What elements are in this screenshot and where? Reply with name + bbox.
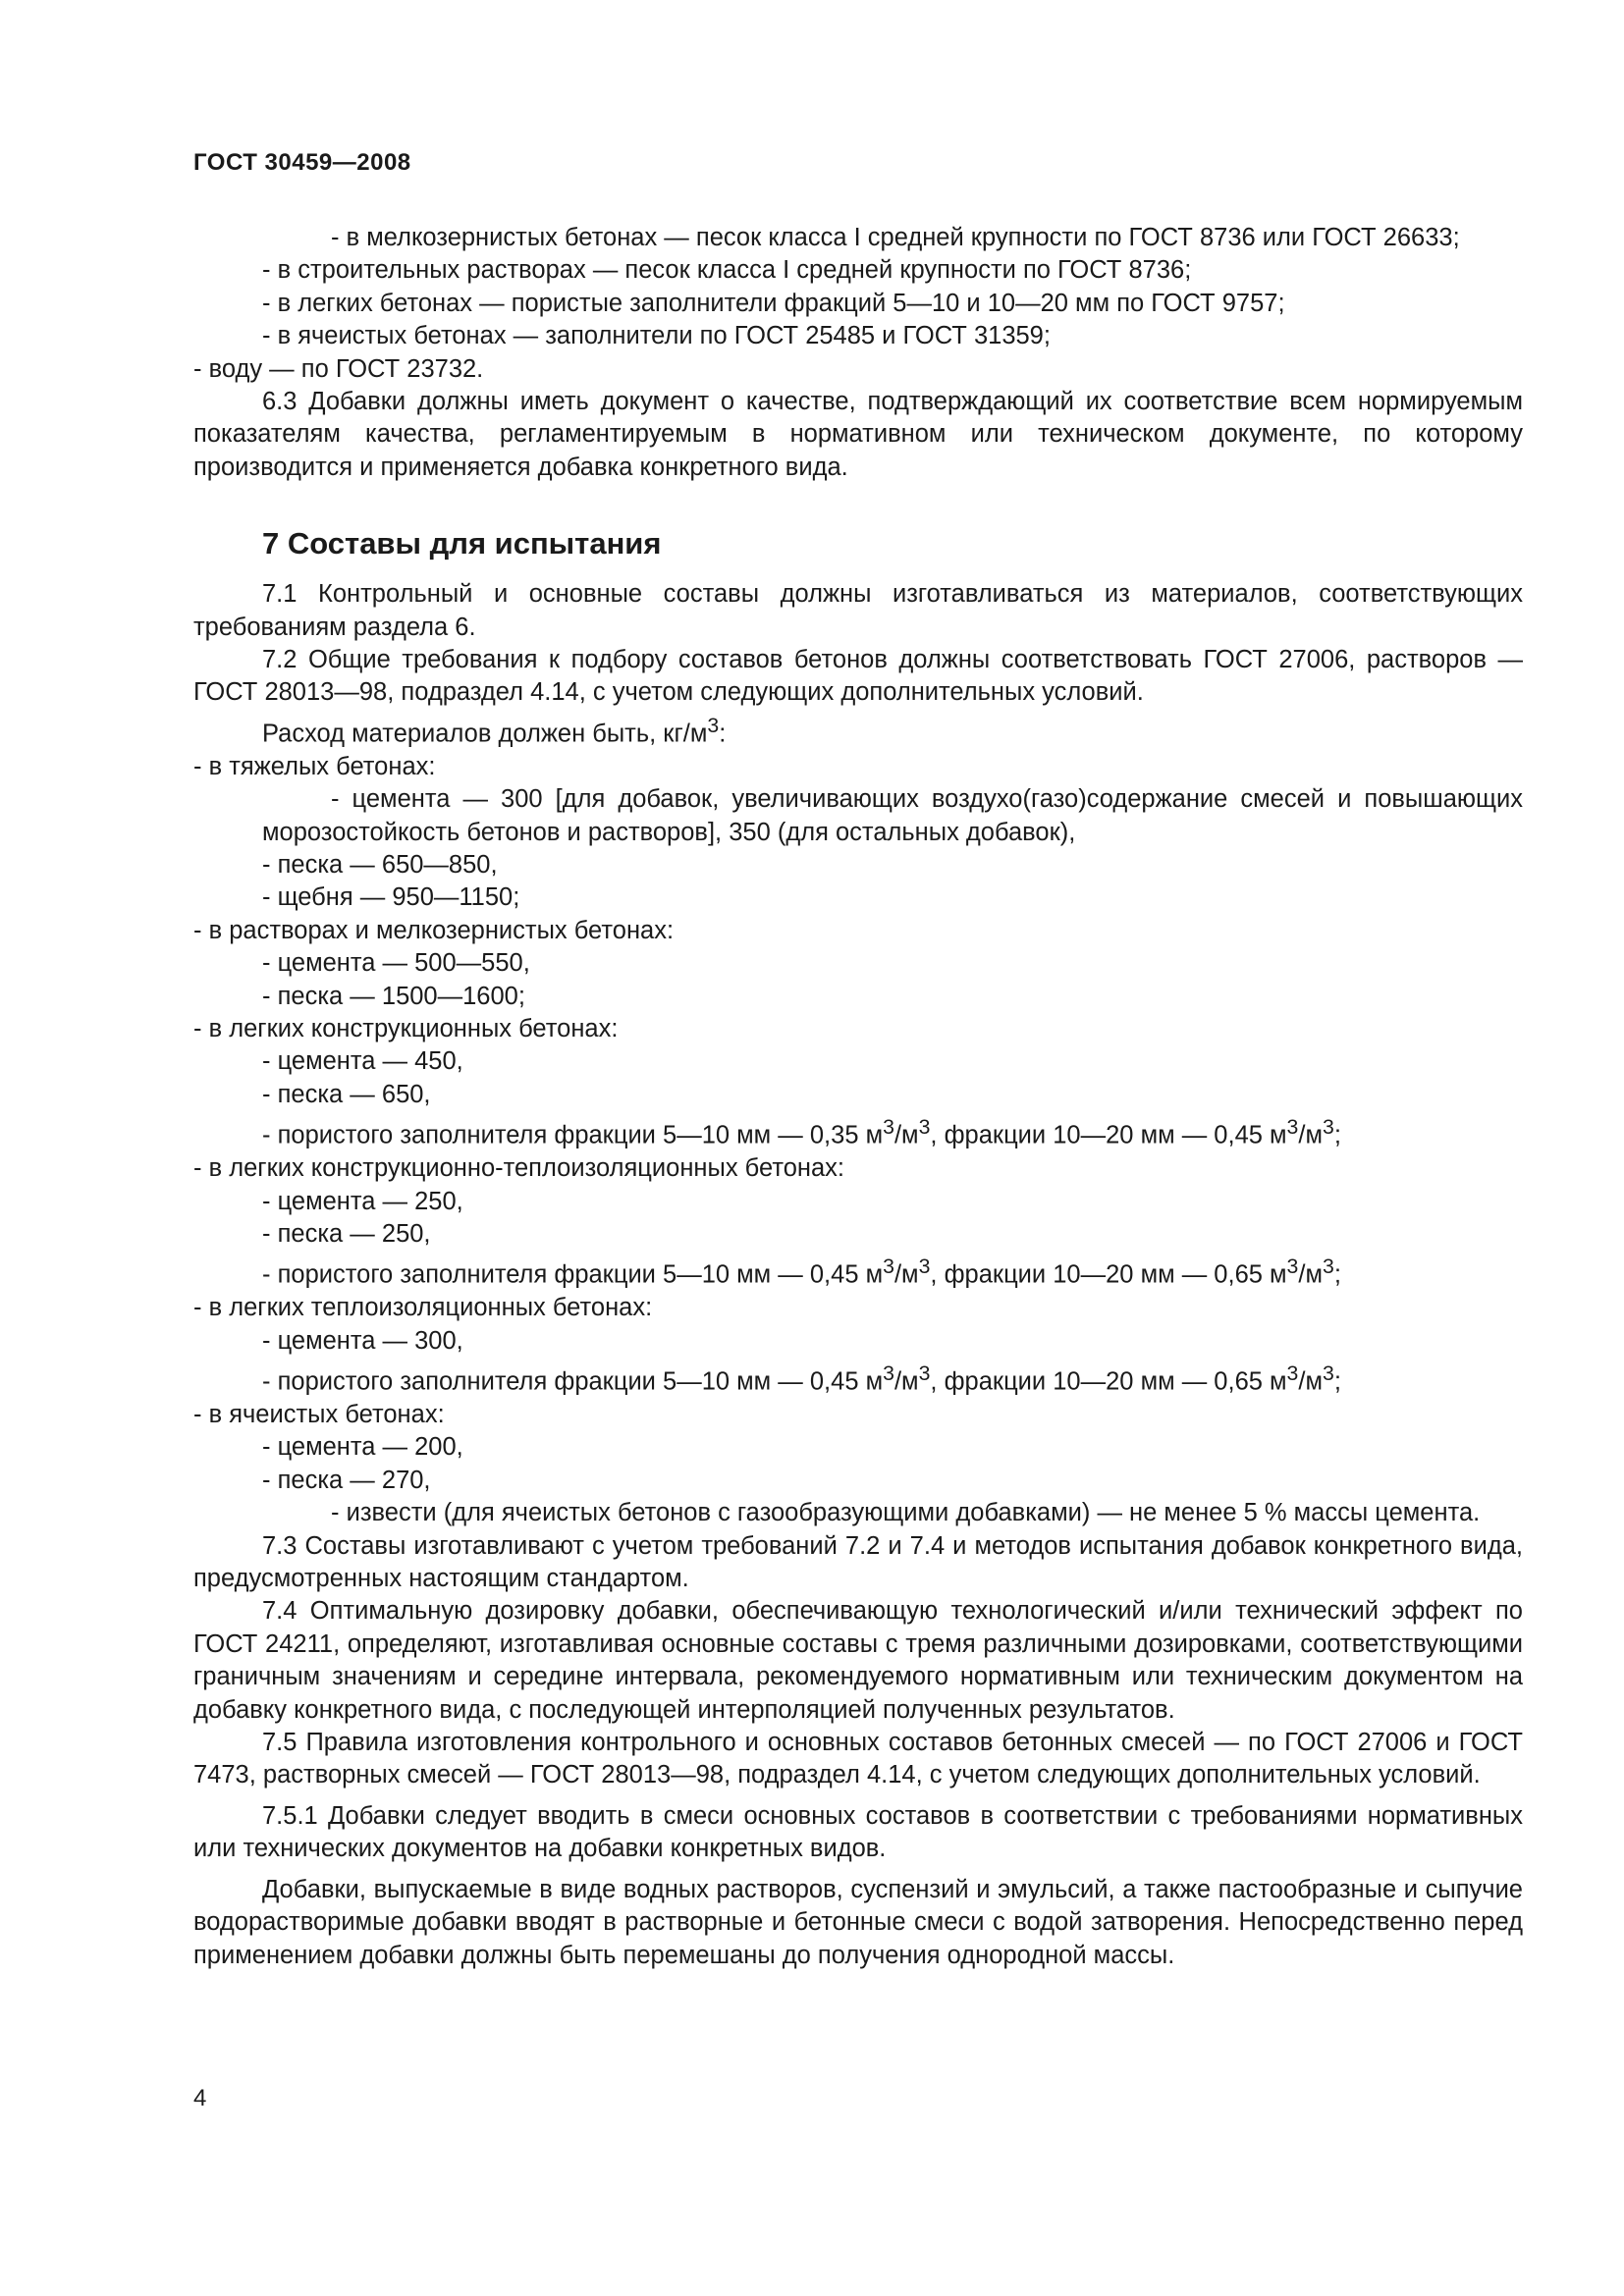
list-item: - цемента — 450,	[262, 1047, 463, 1076]
list-item: - в строительных растворах — песок класса I средней крупности по ГОСТ 8736;	[262, 256, 1192, 285]
list-item: - цемента — 300,	[262, 1326, 463, 1355]
list-item: - песка — 250,	[262, 1219, 431, 1248]
list-item: - цемента — 250,	[262, 1187, 463, 1215]
page-body	[193, 222, 1523, 1972]
list-item: - пористого заполнителя фракции 5—10 мм — 0,45 $м^3/м^3$, фракции 10—20 мм — 0,65 $м^3/м^3$;	[262, 1255, 1341, 1289]
list-item: - в ячеистых бетонах:	[193, 1401, 445, 1428]
list-item: - в легких конструкционно-теплоизоляционных бетонах:	[193, 1154, 844, 1183]
section-heading: 7 Составы для испытания	[262, 526, 662, 561]
page-number: 4	[193, 2085, 207, 2111]
list-item: - в мелкозернистых бетонах — песок класса I средней крупности по ГОСТ 8736 или ГОСТ 26633;	[331, 224, 1460, 251]
paragraph-7-1: 7.1 Контрольный и основные составы должны изготавливаться из материалов, соответствующих требованиям раздела 6.	[193, 580, 1523, 641]
paragraph-7-3: 7.3 Составы изготавливают с учетом требований 7.2 и 7.4 и методов испытания добавок конкретного вида, предусмотренных настоящим стандартом.	[193, 1531, 1523, 1593]
list-item: - в легких бетонах — пористые заполнители фракций 5—10 и 10—20 мм по ГОСТ 9757;	[262, 289, 1285, 317]
list-item: - песка — 270,	[262, 1466, 431, 1494]
list-item: - в легких теплоизоляционных бетонах:	[193, 1294, 653, 1322]
list-item: - щебня — 950—1150;	[262, 883, 520, 912]
paragraph-additives: Добавки, выпускаемые в виде водных растворов, суспензий и эмульсий, а также пастообразные и сыпучие водорастворимые добавки вводят в растворные и бетонные смеси с водой затворения. Непосредственно перед применением добавки должны быть перемешаны до получения однородной массы.	[193, 1875, 1523, 1969]
paragraph-7-5: 7.5 Правила изготовления контрольного и основных составов бетонных смесей — по ГОСТ 27006 и ГОСТ 7473, растворных смесей — ГОСТ 28013—98, подраздел 4.14, с учетом следующих дополнительных условий.	[193, 1729, 1523, 1789]
list-item: - в легких конструкционных бетонах:	[193, 1015, 619, 1043]
list-item: - песка — 650,	[262, 1080, 431, 1108]
list-item: - в ячеистых бетонах — заполнители по ГОСТ 25485 и ГОСТ 31359;	[262, 322, 1051, 350]
consumption-intro: Расход материалов должен быть, $кг/м^3$:	[262, 713, 727, 748]
paragraph-7-2: 7.2 Общие требования к подбору составов бетонов должны соответствовать ГОСТ 27006, растворов — ГОСТ 28013—98, подраздел 4.14, с учетом следующих дополнительных условий.	[193, 646, 1523, 707]
list-item: - пористого заполнителя фракции 5—10 мм — 0,45 $м^3/м^3$, фракции 10—20 мм — 0,65 $м^3/м^3$;	[262, 1362, 1341, 1396]
list-item: - пористого заполнителя фракции 5—10 мм — 0,35 $м^3/м^3$, фракции 10—20 мм — 0,45 $м^3/м^3$;	[262, 1115, 1341, 1149]
list-item: - извести (для ячеистых бетонов с газообразующими добавками) — не менее 5 % массы цемента.	[331, 1499, 1481, 1527]
list-item: - в тяжелых бетонах:	[193, 752, 436, 780]
list-item: - цемента — 200,	[262, 1433, 463, 1462]
list-item: - воду — по ГОСТ 23732.	[193, 354, 484, 383]
list-item: - песка — 1500—1600;	[262, 982, 525, 1010]
list-item: - цемента — 300 [для добавок, увеличивающих воздухо(газо)содержание смесей и повышающих морозостойкость бетонов и растворов], 350 (для остальных добавок),	[262, 785, 1523, 846]
list-item: - цемента — 500—550,	[262, 949, 530, 978]
paragraph-6-3: 6.3 Добавки должны иметь документ о качестве, подтверждающий их соответствие всем нормируемым показателям качества, регламентируемым в нормативном или техническом документе, по которому производится и применяется добавка конкретного вида.	[193, 388, 1523, 481]
list-item: - песка — 650—850,	[262, 851, 498, 879]
paragraph-7-4: 7.4 Оптимальную дозировку добавки, обеспечивающую технологический и/или технический эффект по ГОСТ 24211, определяют, изготавливая основные составы с тремя различными дозировками, соответствующими граничным значениям и середине интервала, рекомендуемого нормативным или техническим документом на добавку конкретного вида, с последующей интерполяцией полученных результатов.	[193, 1597, 1523, 1724]
paragraph-7-5-1: 7.5.1 Добавки следует вводить в смеси основных составов в соответствии с требованиями нормативных или технических документов на добавки конкретных видов.	[193, 1801, 1523, 1863]
document-header: ГОСТ 30459—2008	[193, 149, 411, 176]
list-item: - в растворах и мелкозернистых бетонах:	[193, 916, 675, 944]
